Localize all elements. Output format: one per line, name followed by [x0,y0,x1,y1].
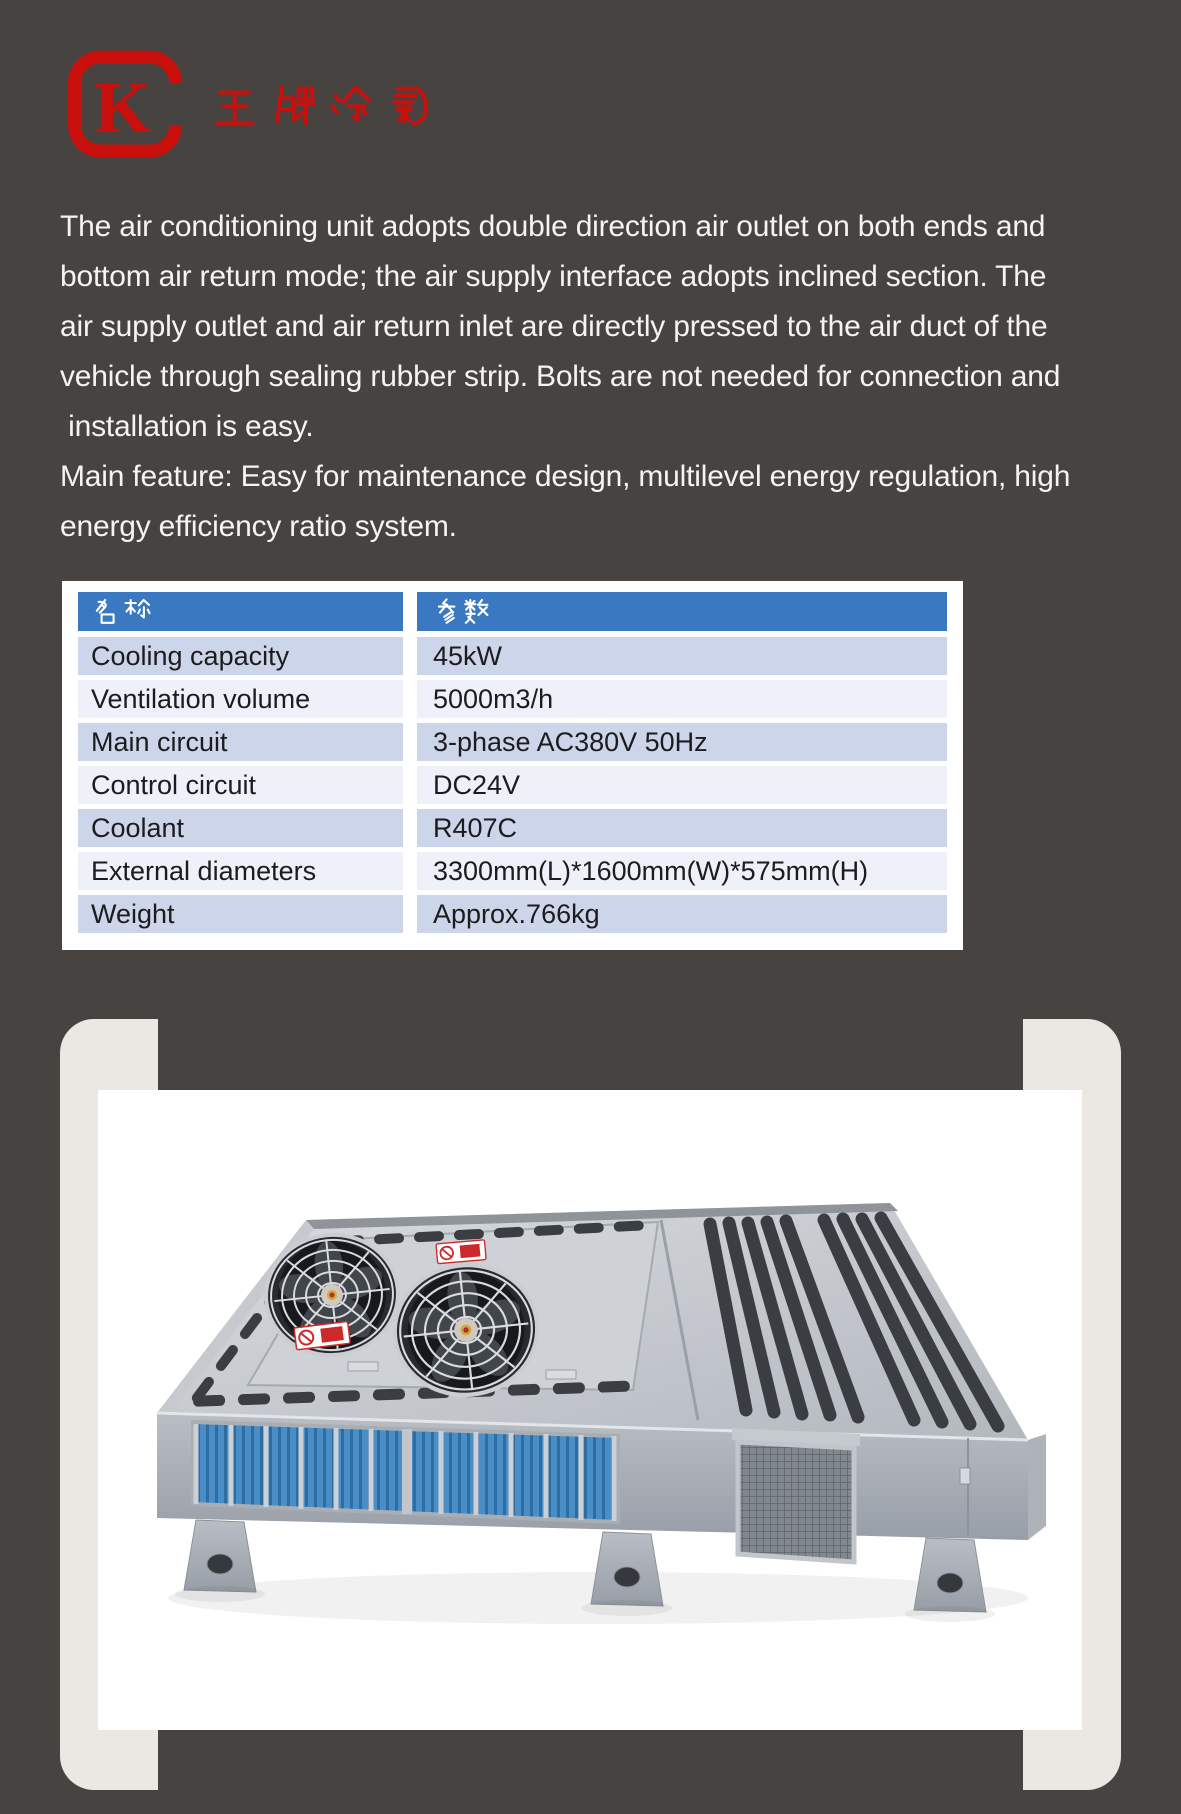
intro-line: installation is easy. [60,410,314,443]
spec-name: Control circuit [78,766,403,804]
brand-logo [66,50,442,158]
ac-unit-illustration-icon [98,1090,1082,1730]
table-row [78,680,947,718]
spec-value: Approx.766kg [417,895,947,933]
spec-name: External diameters [78,852,403,890]
warning-label-icon [436,1240,486,1264]
table-row [78,766,947,804]
spec-table-card [62,581,963,950]
header-value-glyphs-icon [430,597,492,627]
intro-line: Main feature: Easy for maintenance design, multilevel energy regulation, high [60,460,1071,493]
intro-line: energy efficiency ratio system. [60,510,457,543]
spec-header-name [78,592,403,631]
intro-line: air supply outlet and air return inlet are directly pressed to the air duct of the [60,310,1048,343]
spec-name: Ventilation volume [78,680,403,718]
spec-value: DC24V [417,766,947,804]
spec-name: Cooling capacity [78,637,403,675]
header-name-glyphs-icon [91,597,153,627]
intro-line: The air conditioning unit adopts double direction air outlet on both ends and [60,210,1046,243]
spec-value: R407C [417,809,947,847]
intro-line: vehicle through sealing rubber strip. Bolts are not needed for connection and [60,360,1061,393]
spec-table-rows [78,637,947,933]
spec-value: 5000m3/h [417,680,947,718]
mesh-filter-icon [738,1442,854,1562]
product-photo [98,1090,1082,1730]
spec-value: 3-phase AC380V 50Hz [417,723,947,761]
table-row [78,895,947,933]
intro-line: bottom air return mode; the air supply interface adopts inclined section. The [60,260,1047,293]
spec-value: 3300mm(L)*1600mm(W)*575mm(H) [417,852,947,890]
svg-text:K: K [94,67,151,149]
table-row [78,852,947,890]
product-description [60,202,1070,552]
logo-k-badge-icon [66,50,184,158]
spec-name: Main circuit [78,723,403,761]
table-row [78,809,947,847]
table-row [78,723,947,761]
spec-name: Coolant [78,809,403,847]
table-row [78,637,947,675]
spec-header-value [417,592,947,631]
spec-value: 45kW [417,637,947,675]
spec-name: Weight [78,895,403,933]
logo-chinese-text-icon [210,74,442,138]
spec-table-header [78,592,947,631]
